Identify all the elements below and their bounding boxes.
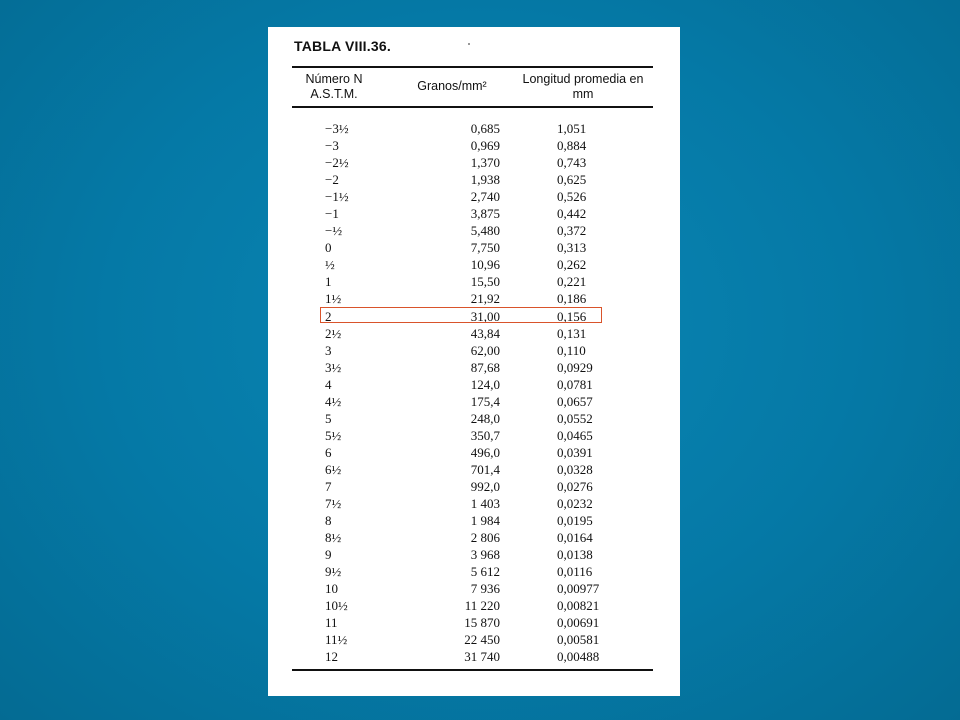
table-row: [268, 171, 680, 188]
header-numero-astm: Número N A.S.T.M.: [305, 72, 363, 101]
table-row: [268, 495, 680, 512]
granos-cell: 2 806: [470, 530, 500, 546]
astm-number-cell: 4½: [325, 393, 342, 409]
table-row: [268, 461, 680, 478]
table-row: [268, 325, 680, 342]
astm-number-cell: 6: [325, 444, 332, 460]
table-row: [268, 529, 680, 546]
longitud-cell: 0,0391: [557, 444, 593, 460]
astm-number-cell: 1: [325, 274, 332, 290]
header-granos: Granos/mm²: [417, 79, 487, 93]
longitud-cell: 1,051: [557, 121, 587, 136]
granos-cell: 21,92: [470, 291, 500, 307]
granos-cell: 1 984: [470, 513, 500, 529]
granos-cell: 10,96: [470, 257, 500, 273]
longitud-cell: 0,0138: [557, 547, 593, 563]
table-row: [268, 205, 680, 222]
astm-number-cell: −2½: [325, 155, 349, 171]
granos-cell: 350,7: [470, 427, 500, 443]
table-title: TABLA VIII.36.: [294, 38, 391, 54]
granos-cell: 15,50: [470, 274, 500, 290]
table-row: [268, 410, 680, 427]
table-row: [268, 290, 680, 307]
longitud-cell: 0,0929: [557, 359, 593, 375]
astm-number-cell: 11: [325, 615, 338, 631]
header-longitud: Longitud promedia en mm: [522, 72, 644, 101]
granos-cell: 15 870: [464, 615, 500, 631]
table-row: [268, 580, 680, 597]
longitud-cell: 0,0195: [557, 513, 593, 529]
granos-cell: 3,875: [470, 206, 500, 222]
table-row: [268, 393, 680, 410]
granos-cell: 3 968: [470, 547, 500, 563]
table-row: [268, 512, 680, 529]
granos-cell: 1,938: [470, 172, 500, 188]
granos-cell: 992,0: [470, 478, 500, 494]
astm-number-cell: 11½: [325, 632, 348, 648]
astm-number-cell: 5½: [325, 427, 342, 443]
table-row: [268, 614, 680, 631]
granos-cell: 1,370: [470, 155, 500, 171]
longitud-cell: 0,0276: [557, 478, 593, 494]
astm-number-cell: 6½: [325, 461, 342, 477]
longitud-cell: 0,625: [557, 172, 587, 188]
longitud-cell: 0,526: [557, 189, 587, 205]
astm-number-cell: −3½: [325, 121, 349, 136]
longitud-cell: 0,884: [557, 138, 587, 154]
granos-cell: 7,750: [470, 240, 500, 256]
astm-number-cell: 2: [325, 308, 332, 324]
longitud-cell: 0,00821: [557, 598, 600, 614]
longitud-cell: 0,0781: [557, 376, 593, 392]
astm-number-cell: −3: [325, 138, 339, 154]
granos-cell: 248,0: [470, 410, 500, 426]
longitud-cell: 0,0116: [557, 564, 593, 580]
astm-number-cell: 2½: [325, 325, 342, 341]
granos-cell: 87,68: [470, 359, 500, 375]
granos-cell: 31,00: [470, 308, 500, 324]
astm-number-cell: 5: [325, 410, 332, 426]
longitud-cell: 0,00581: [557, 632, 600, 648]
astm-number-cell: 1½: [325, 291, 342, 307]
longitud-cell: 0,313: [557, 240, 587, 256]
table-row: [268, 563, 680, 580]
astm-number-cell: 0: [325, 240, 332, 256]
table-row: [268, 648, 680, 665]
astm-number-cell: −1½: [325, 189, 349, 205]
astm-number-cell: ½: [325, 257, 335, 273]
table-row: [268, 376, 680, 393]
granos-cell: 5 612: [470, 564, 500, 580]
longitud-cell: 0,0552: [557, 410, 593, 426]
longitud-cell: 0,0232: [557, 496, 593, 512]
longitud-cell: 0,156: [557, 308, 587, 324]
longitud-cell: 0,0164: [557, 530, 593, 546]
longitud-cell: 0,00488: [557, 649, 600, 665]
bottom-rule: [292, 669, 653, 671]
astm-number-cell: 8½: [325, 530, 342, 546]
table-row: [268, 188, 680, 205]
top-rule: [292, 66, 653, 68]
granos-cell: 0,969: [470, 138, 500, 154]
longitud-cell: 0,372: [557, 223, 587, 239]
longitud-cell: 0,0465: [557, 427, 593, 443]
granos-cell: 31 740: [464, 649, 500, 665]
table-row: [268, 273, 680, 290]
astm-number-cell: 10½: [325, 598, 348, 614]
granos-cell: 62,00: [470, 342, 500, 358]
table-row: [268, 359, 680, 376]
table-row: [268, 137, 680, 154]
astm-number-cell: 7½: [325, 496, 342, 512]
table-row: [268, 631, 680, 648]
granos-cell: 496,0: [470, 444, 500, 460]
longitud-cell: 0,00691: [557, 615, 600, 631]
astm-number-cell: 9½: [325, 564, 342, 580]
astm-number-cell: 8: [325, 513, 332, 529]
table-row: [268, 546, 680, 563]
longitud-cell: 0,00977: [557, 581, 600, 597]
astm-number-cell: −1: [325, 206, 339, 222]
table-row: [268, 222, 680, 239]
longitud-cell: 0,442: [557, 206, 587, 222]
scan-speck: [468, 43, 470, 45]
table-row: [268, 427, 680, 444]
longitud-cell: 0,186: [557, 291, 587, 307]
table-row: [268, 239, 680, 256]
longitud-cell: 0,0657: [557, 393, 593, 409]
longitud-cell: 0,221: [557, 274, 587, 290]
table-row: [268, 597, 680, 614]
astm-number-cell: 3½: [325, 359, 342, 375]
scanned-table-page: [268, 27, 680, 696]
granos-cell: 701,4: [470, 461, 500, 477]
table-row: [268, 120, 680, 137]
astm-number-cell: 9: [325, 547, 332, 563]
table-body: [268, 120, 680, 666]
header-rule: [292, 106, 653, 108]
granos-cell: 5,480: [470, 223, 500, 239]
table-row: [268, 154, 680, 171]
astm-number-cell: −2: [325, 172, 339, 188]
granos-cell: 22 450: [464, 632, 500, 648]
table-row: [268, 342, 680, 359]
granos-cell: 11 220: [464, 598, 500, 614]
granos-cell: 0,685: [470, 121, 500, 136]
granos-cell: 124,0: [470, 376, 500, 392]
granos-cell: 1 403: [470, 496, 500, 512]
longitud-cell: 0,743: [557, 155, 587, 171]
astm-number-cell: 4: [325, 376, 332, 392]
longitud-cell: 0,0328: [557, 461, 593, 477]
granos-cell: 175,4: [470, 393, 500, 409]
table-row: [268, 256, 680, 273]
astm-number-cell: −½: [325, 223, 343, 239]
astm-number-cell: 3: [325, 342, 332, 358]
longitud-cell: 0,262: [557, 257, 587, 273]
granos-cell: 2,740: [470, 189, 500, 205]
granos-cell: 7 936: [470, 581, 500, 597]
astm-number-cell: 10: [325, 581, 338, 597]
table-row: [268, 478, 680, 495]
longitud-cell: 0,110: [557, 342, 586, 358]
granos-cell: 43,84: [470, 325, 500, 341]
astm-number-cell: 7: [325, 478, 332, 494]
table-row: [268, 444, 680, 461]
table-row: [268, 308, 680, 325]
astm-number-cell: 12: [325, 649, 338, 665]
longitud-cell: 0,131: [557, 325, 587, 341]
